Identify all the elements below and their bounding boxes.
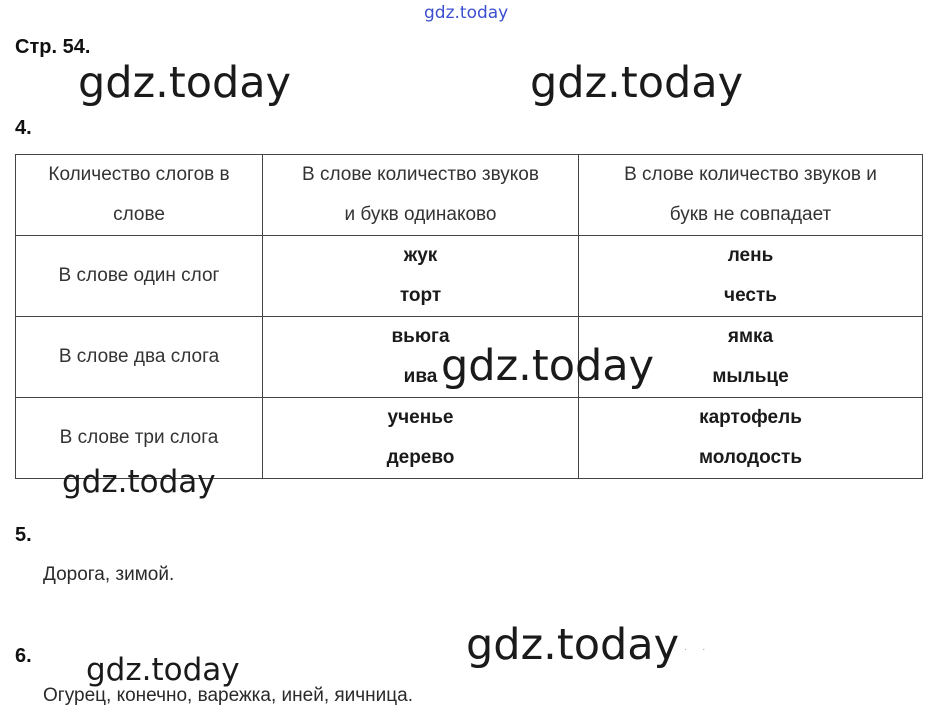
task-6-number: 6. — [15, 645, 32, 667]
watermark: gdz.today — [441, 341, 655, 391]
page-reference: Стр. 54. — [15, 36, 91, 58]
task-4-number: 4. — [15, 117, 32, 139]
syllables-table — [15, 154, 923, 479]
word: молодость — [698, 447, 803, 468]
same-words-cell — [263, 236, 579, 317]
scan-speck-dots: · · — [684, 644, 712, 655]
word: ученье — [387, 407, 454, 428]
word: ямка — [727, 326, 774, 347]
word: честь — [724, 285, 777, 306]
word: вьюга — [391, 326, 450, 347]
task-5-number: 5. — [15, 524, 32, 546]
task-5-answer: Дорога, зимой. — [43, 564, 175, 585]
word: мыльце — [712, 366, 789, 387]
different-words-cell — [579, 398, 923, 479]
watermark: gdz.today — [466, 620, 680, 670]
header-text: В слове количество звуков — [302, 164, 539, 185]
task-6-answer: Огурец, конечно, варежка, иней, яичница. — [43, 685, 414, 706]
row-label: В слове три слога — [16, 398, 263, 479]
table-header-row — [16, 155, 923, 236]
header-text: Количество слогов в — [48, 164, 230, 185]
watermark: gdz.today — [86, 652, 240, 688]
header-text: В слове количество звуков и — [624, 164, 877, 185]
header-cell-different — [579, 155, 923, 236]
header-cell-syllable-count — [16, 155, 263, 236]
word: дерево — [386, 447, 455, 468]
header-cell-same — [263, 155, 579, 236]
word: картофель — [699, 407, 802, 428]
different-words-cell — [579, 236, 923, 317]
header-text: букв не совпадает — [669, 204, 832, 225]
same-words-cell — [263, 398, 579, 479]
row-label: В слове два слога — [16, 317, 263, 398]
watermark: gdz.today — [78, 58, 292, 108]
header-text: и букв одинаково — [344, 204, 497, 225]
table-row — [16, 236, 923, 317]
watermark-top: gdz.today — [424, 3, 509, 23]
header-text: слове — [113, 204, 165, 225]
word: ива — [403, 366, 438, 387]
row-label: В слове один слог — [16, 236, 263, 317]
word: торт — [399, 285, 442, 306]
word: лень — [727, 245, 774, 266]
watermark: gdz.today — [530, 58, 744, 108]
watermark: gdz.today — [62, 464, 216, 500]
word: жук — [403, 245, 438, 266]
